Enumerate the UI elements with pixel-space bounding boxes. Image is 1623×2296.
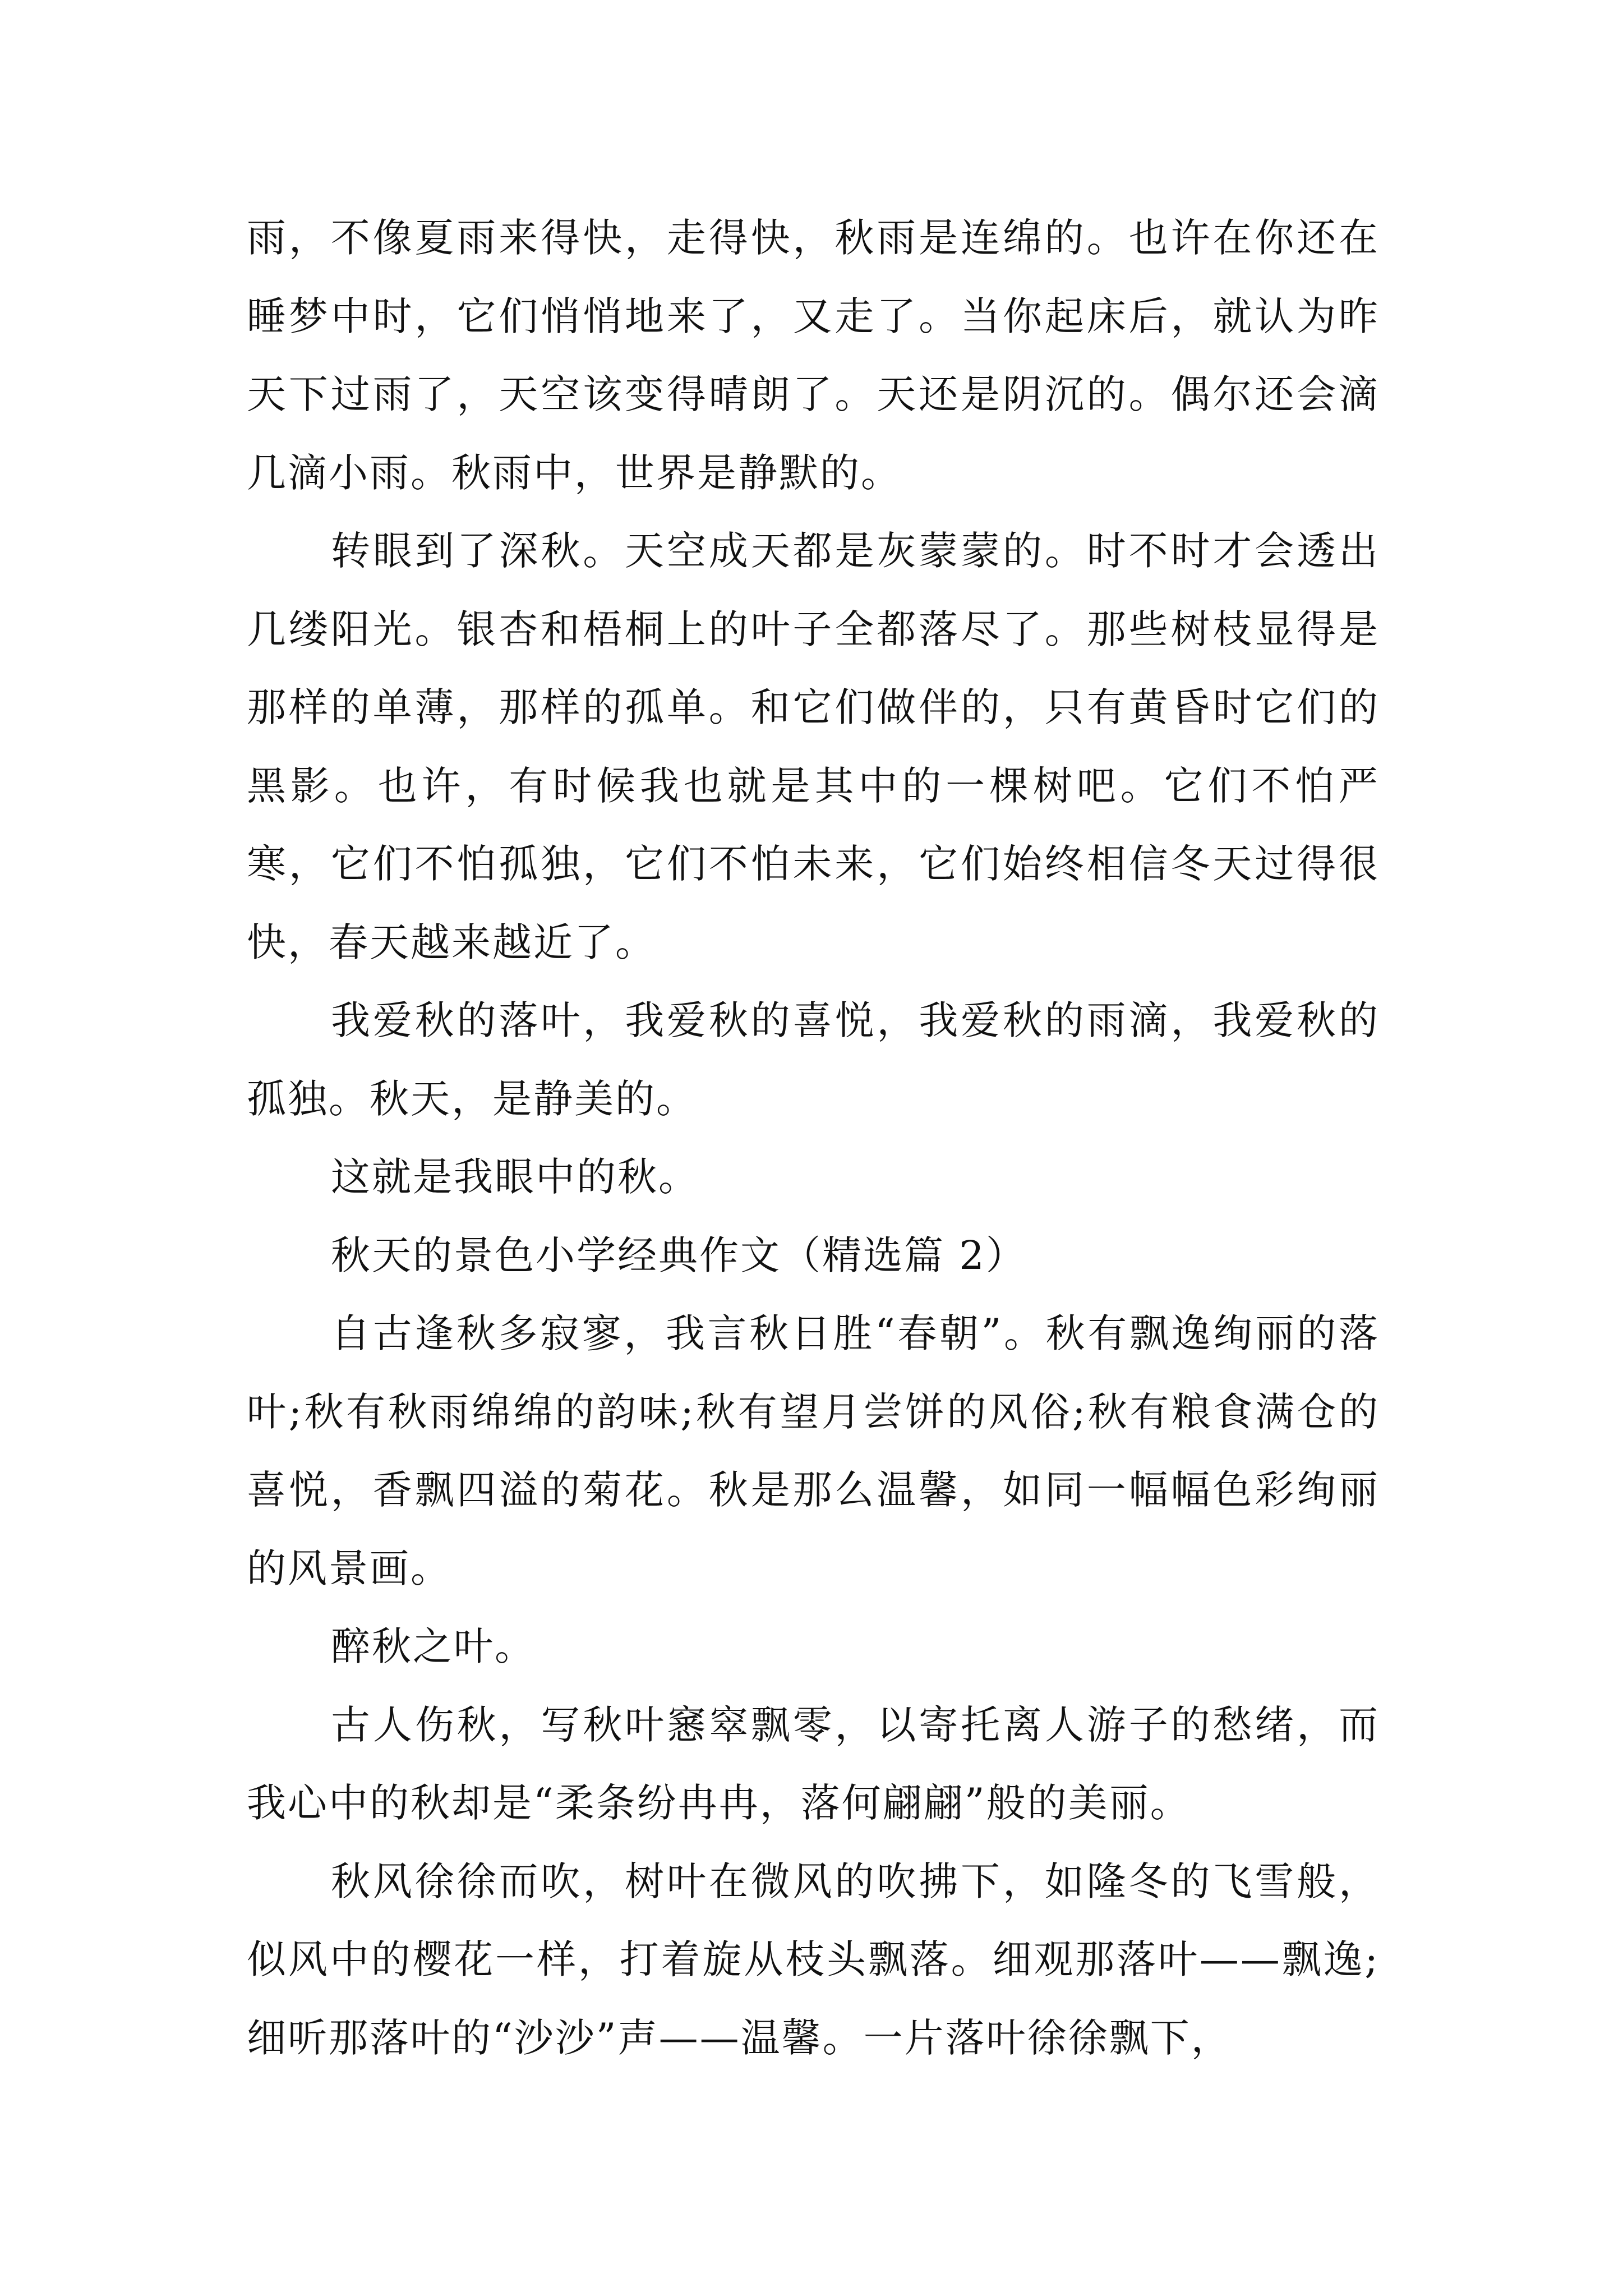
paragraph-autumn-wind: 秋风徐徐而吹，树叶在微风的吹拂下，如隆冬的飞雪般，似风中的樱花一样，打着旋从枝头飘落。细观那落叶——飘逸;细听那落叶的“沙沙”声——温馨。一片落叶徐徐飘下， [247, 1858, 1380, 2061]
paragraph-late-autumn: 转眼到了深秋。天空成天都是灰蒙蒙的。时不时才会透出几缕阳光。银杏和梧桐上的叶子全都落尽了。那些树枝显得是那样的单薄，那样的孤单。和它们做伴的，只有黄昏时它们的黑影。也许，有时候我也就是其中的一棵树吧。它们不怕严寒，它们不怕孤独，它们不怕未来，它们始终相信冬天过得很快，春天越来越近了。 [247, 528, 1380, 965]
section-title: 秋天的景色小学经典作文（精选篇 2） [331, 1232, 1027, 1278]
paragraph-intro: 自古逢秋多寂寥，我言秋日胜“春朝”。秋有飘逸绚丽的落叶;秋有秋雨绵绵的韵味;秋有望月尝饼的风俗;秋有粮食满仓的喜悦，香飘四溢的菊花。秋是那么温馨，如同一幅幅色彩绚丽的风景画。 [247, 1310, 1380, 1591]
paragraph-i-love-autumn: 我爱秋的落叶，我爱秋的喜悦，我爱秋的雨滴，我爱秋的孤独。秋天，是静美的。 [247, 997, 1380, 1122]
paragraph-autumn-in-my-eyes: 这就是我眼中的秋。 [331, 1154, 699, 1200]
subheading-autumn-leaves: 醉秋之叶。 [331, 1623, 536, 1669]
paragraph-autumn-rain: 雨，不像夏雨来得快，走得快，秋雨是连绵的。也许在你还在睡梦中时，它们悄悄地来了，又走了。当你起床后，就认为昨天下过雨了，天空该变得晴朗了。天还是阴沉的。偶尔还会滴几滴小雨。秋雨中，世界是静默的。 [247, 215, 1380, 496]
paragraph-ancient-sorrow: 古人伤秋，写秋叶窸窣飘零，以寄托离人游子的愁绪，而我心中的秋却是“柔条纷冉冉，落何翩翩”般的美丽。 [247, 1701, 1380, 1826]
article-body [247, 199, 1380, 2077]
